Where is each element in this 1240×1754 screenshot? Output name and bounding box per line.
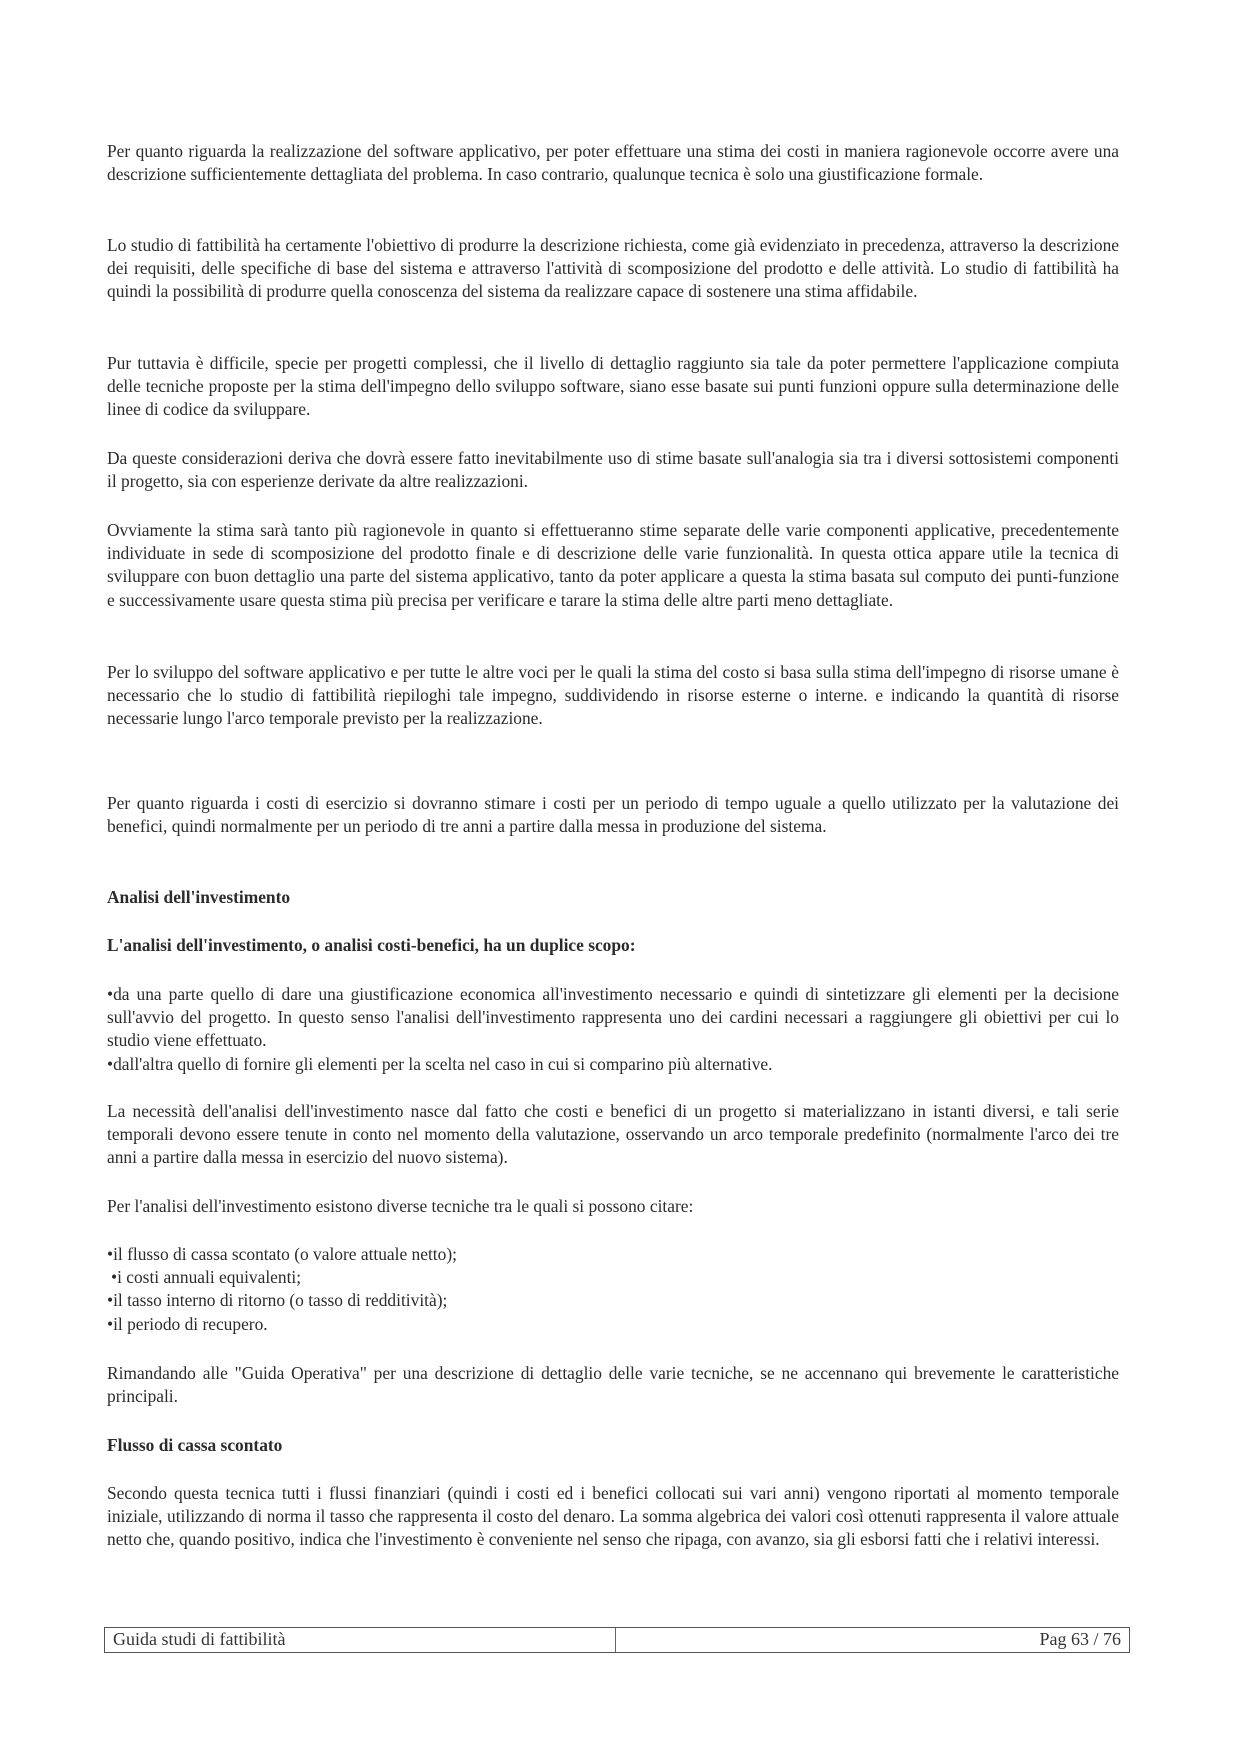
purpose-bullet-2: •dall'altra quello di fornire gli elementi per la scelta nel caso in cui si comparino più alternative. — [107, 1053, 773, 1074]
footer-document-title: Guida studi di fattibilità — [105, 1628, 616, 1652]
technique-internal-rate-of-return: •il tasso interno di ritorno (o tasso di redditività); — [107, 1290, 448, 1311]
purpose-bullet-list — [107, 983, 1119, 1076]
technique-equivalent-annual-costs: •i costi annuali equivalenti; — [111, 1267, 302, 1288]
page-footer — [104, 1627, 1130, 1653]
paragraph-techniques-intro: Per l'analisi dell'investimento esistono diverse tecniche tra le quali si possono citare: — [107, 1196, 694, 1216]
technique-discounted-cash-flow: •il flusso di cassa scontato (o valore attuale netto); — [107, 1244, 457, 1264]
paragraph-complex-projects: Pur tuttavia è difficile, specie per progetti complessi, che il livello di dettaglio raggiunto sia tale da poter permettere l'applicazione compiuta delle tecniche proposte per la stima dell'impegno dello sviluppo software, siano esse basate sui punti funzioni oppure sulla determinazione delle linee di codice da sviluppare. — [107, 353, 1119, 420]
purpose-bullet-1: •da una parte quello di dare una giustificazione economica all'investimento necessario e quindi di sintetizzare gli elementi per la decisione sull'avvio del progetto. In questo senso l'analisi dell'investimento rappresenta uno dei cardini necessari a raggiungere gli obiettivi per cui lo studio viene effettuato. — [107, 984, 1119, 1051]
subheading-dual-purpose: L'analisi dell'investimento, o analisi costi-benefici, ha un duplice scopo: — [107, 935, 636, 955]
paragraph-feasibility-study: Lo studio di fattibilità ha certamente l'obiettivo di produrre la descrizione richiesta, come già evidenziato in precedenza, attraverso la descrizione dei requisiti, delle specifiche di base del sistema e attraverso l'attività di scomposizione del prodotto e delle attività. Lo studio di fattibilità ha quindi la possibilità di produrre quella conoscenza del sistema da realizzare capace di sostenere una stima affidabile. — [107, 235, 1119, 302]
techniques-list — [107, 1243, 1119, 1336]
paragraph-discounted-cash-flow: Secondo questa tecnica tutti i flussi finanziari (quindi i costi ed i benefici collocati sui vari anni) vengono riportati al momento temporale iniziale, utilizzando di norma il tasso che rappresenta il costo del denaro. La somma algebrica dei valori così ottenuti rappresenta il valore attuale netto che, quando positivo, indica che l'investimento è conveniente nel senso che ripaga, con avanzo, sia gli esborsi fatti che i relativi interessi. — [107, 1483, 1119, 1550]
paragraph-software-estimate: Per quanto riguarda la realizzazione del software applicativo, per poter effettuare una stima dei costi in maniera ragionevole occorre avere una descrizione sufficientemente dettagliata del problema. In caso contrario, qualunque tecnica è solo una giustificazione formale. — [107, 141, 1119, 185]
paragraph-investment-necessity: La necessità dell'analisi dell'investimento nasce dal fatto che costi e benefici di un progetto si materializzano in istanti diversi, e tali serie temporali devono essere tenute in conto nel momento della valutazione, osservando un arco temporale predefinito (normalmente l'arco dei tre anni a partire dalla messa in esercizio del nuovo sistema). — [107, 1101, 1119, 1168]
paragraph-human-resources: Per lo sviluppo del software applicativo e per tutte le altre voci per le quali la stima del costo si basa sulla stima dell'impegno di risorse umane è necessario che lo studio di fattibilità riepiloghi tale impegno, suddividendo in risorse esterne o interne. e indicando la quantità di risorse necessarie lungo l'arco temporale previsto per la realizzazione. — [107, 662, 1119, 729]
paragraph-separate-estimates: Ovviamente la stima sarà tanto più ragionevole in quanto si effettueranno stime separate delle varie componenti applicative, precedentemente individuate in sede di scomposizione del prodotto finale e di descrizione delle varie funzionalità. In questa ottica appare utile la tecnica di sviluppare con buon dettaglio una parte del sistema applicativo, tanto da poter applicare a questa la stima basata sul computo dei punti-funzione e successivamente usare questa stima più precisa per verificare e tarare la stima delle altre parti meno dettagliate. — [107, 520, 1119, 610]
paragraph-operating-costs: Per quanto riguarda i costi di esercizio si dovranno stimare i costi per un periodo di tempo uguale a quello utilizzato per la valutazione dei benefici, quindi normalmente per un periodo di tre anni a partire dalla messa in produzione del sistema. — [107, 793, 1119, 837]
paragraph-guide-reference: Rimandando alle "Guida Operativa" per una descrizione di dettaglio delle varie tecniche, se ne accennano qui brevemente le caratteristiche principali. — [107, 1363, 1119, 1407]
heading-investment-analysis: Analisi dell'investimento — [107, 887, 291, 907]
heading-discounted-cash-flow: Flusso di cassa scontato — [107, 1435, 283, 1455]
paragraph-analogy-estimates: Da queste considerazioni deriva che dovrà essere fatto inevitabilmente uso di stime basate sull'analogia sia tra i diversi sottosistemi componenti il progetto, sia con esperienze derivate da altre realizzazioni. — [107, 448, 1119, 492]
footer-page-number: Pag 63 / 76 — [1039, 1629, 1121, 1649]
technique-payback-period: •il periodo di recupero. — [107, 1313, 268, 1334]
